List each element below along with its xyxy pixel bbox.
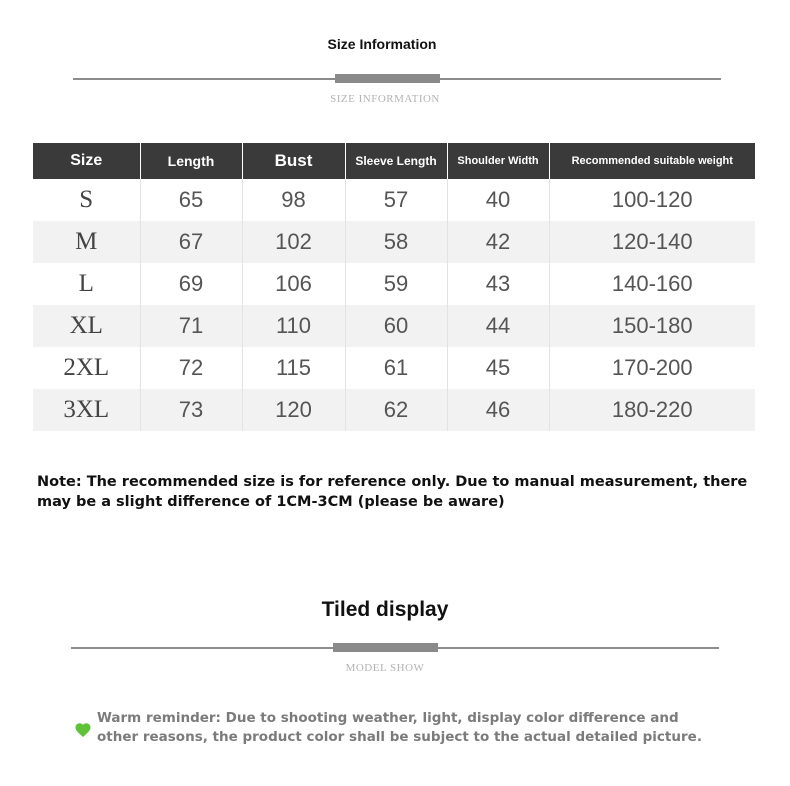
weight-cell: 150-180 (549, 305, 755, 347)
bust-cell: 120 (242, 389, 345, 431)
length-cell: 69 (140, 263, 242, 305)
weight-cell: 100-120 (549, 179, 755, 221)
size-table (33, 143, 755, 431)
header-sleeve-length: Sleeve Length (345, 143, 447, 179)
size-cell: 3XL (33, 389, 140, 431)
size-cell: L (33, 263, 140, 305)
shoulder-width-cell: 40 (447, 179, 549, 221)
size-cell: XL (33, 305, 140, 347)
section-divider-bar (335, 74, 440, 83)
bust-cell: 98 (242, 179, 345, 221)
bust-cell: 106 (242, 263, 345, 305)
size-cell: M (33, 221, 140, 263)
header-recommended-weight: Recommended suitable weight (549, 143, 755, 179)
bust-cell: 102 (242, 221, 345, 263)
sleeve-length-cell: 62 (345, 389, 447, 431)
reminder-text: Warm reminder: Due to shooting weather, light, display color difference and other reasons, the product color shall be subject to the actual detailed picture. (97, 710, 702, 745)
length-cell: 71 (140, 305, 242, 347)
tiled-display-title: Tiled display (321, 598, 449, 621)
table-row (33, 389, 755, 431)
table-header-row (33, 143, 755, 179)
size-information-subtitle: SIZE INFORMATION (330, 93, 440, 105)
shoulder-width-cell: 46 (447, 389, 549, 431)
sleeve-length-cell: 60 (345, 305, 447, 347)
model-show-subtitle: MODEL SHOW (345, 662, 425, 674)
weight-cell: 140-160 (549, 263, 755, 305)
size-cell: S (33, 179, 140, 221)
size-cell: 2XL (33, 347, 140, 389)
table-row (33, 179, 755, 221)
length-cell: 73 (140, 389, 242, 431)
measurement-note: Note: The recommended size is for reference only. Due to manual measurement, there may be a slight difference of 1CM-3CM (please be aware) (37, 474, 748, 510)
shoulder-width-cell: 44 (447, 305, 549, 347)
table-row (33, 305, 755, 347)
green-heart-icon (74, 721, 92, 739)
length-cell: 67 (140, 221, 242, 263)
header-shoulder-width: Shoulder Width (447, 143, 549, 179)
bust-cell: 110 (242, 305, 345, 347)
shoulder-width-cell: 45 (447, 347, 549, 389)
weight-cell: 180-220 (549, 389, 755, 431)
sleeve-length-cell: 59 (345, 263, 447, 305)
section-divider-bar (333, 643, 438, 652)
length-cell: 65 (140, 179, 242, 221)
header-size: Size (33, 143, 140, 179)
length-cell: 72 (140, 347, 242, 389)
table-row (33, 263, 755, 305)
sleeve-length-cell: 61 (345, 347, 447, 389)
weight-cell: 170-200 (549, 347, 755, 389)
size-information-title: Size Information (327, 36, 437, 52)
header-bust: Bust (242, 143, 345, 179)
bust-cell: 115 (242, 347, 345, 389)
sleeve-length-cell: 58 (345, 221, 447, 263)
table-row (33, 347, 755, 389)
header-length: Length (140, 143, 242, 179)
shoulder-width-cell: 42 (447, 221, 549, 263)
shoulder-width-cell: 43 (447, 263, 549, 305)
weight-cell: 120-140 (549, 221, 755, 263)
sleeve-length-cell: 57 (345, 179, 447, 221)
table-row (33, 221, 755, 263)
